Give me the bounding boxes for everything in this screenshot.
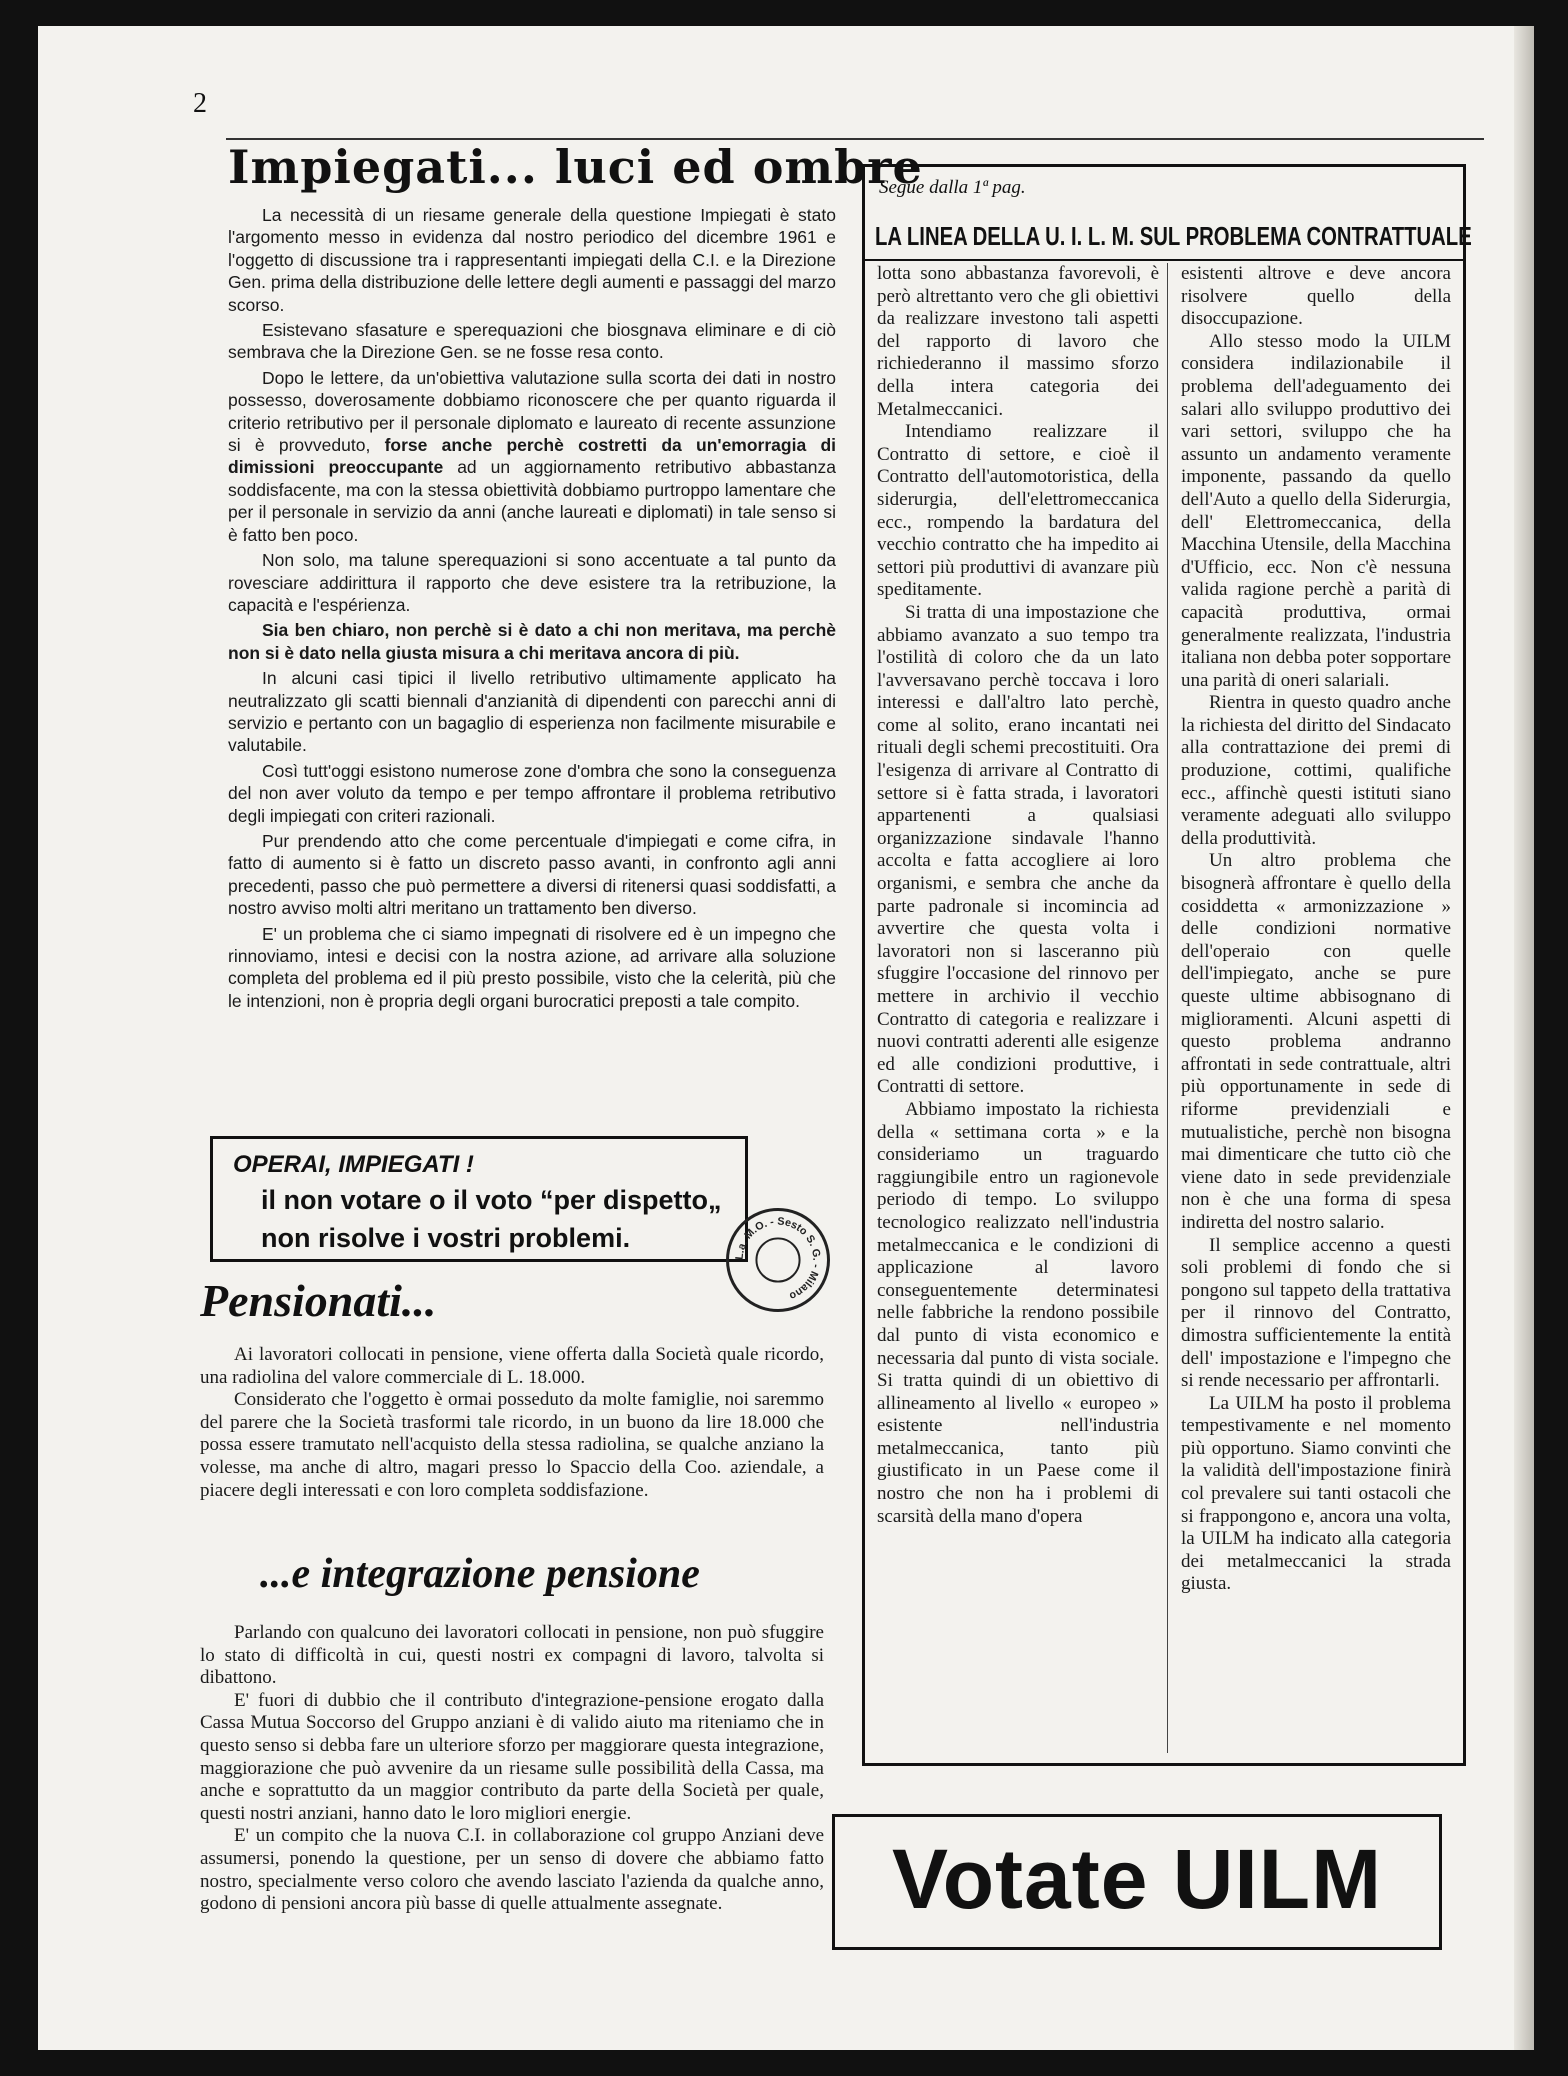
text-run: ad un aggiornamento retributivo abbastanza soddisfacente, ma con la stessa obiettività dobbiamo purtroppo lamentare che per il personale in servizio da anni (anche laureati e diplomati) in tale senso si è fatto ben poco. xyxy=(228,457,836,545)
paragraph: La UILM ha posto il problema tempestivamente e nel momento più opportuno. Siamo convinti che la validità dell'impostazione finirà col prevalere sui tanti ostacoli che si frappongono e, ancora una volta, la UILM ha indicato alla categoria dei metalmeccanici la strada giusta. xyxy=(1181,1392,1451,1595)
continued-note: Segue dalla 1ª pag. xyxy=(879,177,1026,198)
paragraph: Parlando con qualcuno dei lavoratori collocati in pensione, non può sfuggire lo stato di difficoltà in cui, questi nostri ex compagni di lavoro, talvolta si dibattono. xyxy=(200,1622,824,1689)
paragraph: Pur prendendo atto che come percentuale d'impiegati e come cifra, in fatto di aumento si è fatto un discreto passo avanti, in confronto agli anni precedenti, passo che può permettere a diversi di ritenersi quasi soddisfatti, a nostro avviso molti altri meritano un trattamento ben diverso. xyxy=(228,830,836,919)
notice-line: il non votare o il voto “per dispetto„ xyxy=(261,1185,722,1215)
paragraph: E' un compito che la nuova C.I. in collaborazione col gruppo Anziani deve assumersi, ponendo la questione, per un senso di dovere che abbiamo fatto nostro, specialmente verso coloro che avendo lasciato l'azienda da qualche anno, godono di pensioni ancora più basse di quelle attualmente assegnate. xyxy=(200,1825,824,1915)
linea-uilm-box xyxy=(862,164,1472,1766)
newspaper-page xyxy=(38,26,1534,2050)
paragraph: Un altro problema che bisognerà affrontare è quello della cosiddetta « armonizzazione » delle condizioni normative dell'operaio con quelle dell'impiegato, anche se pure queste ultime abbisognano di miglioramenti. Alcuni aspetti di questo problema andranno affrontati in sede contrattuale, altri più opportunamente in sede di riforme previdenziali e mutualistiche, perchè non bisogna mai dimenticare che tutto ciò che viene dato in sede previdenziale non è che una forma di spesa indiretta del nostro salario. xyxy=(1181,850,1451,1233)
paragraph: Intendiamo realizzare il Contratto di settore, e cioè il Contratto dell'automotoristica, della siderurgia, dell'elettromeccanica ecc., rompendo la bardatura del vecchio contratto che ha impedito ai settori più produttivi di avanzare più speditamente. xyxy=(877,421,1159,601)
vote-slogan: Votate UILM xyxy=(891,1832,1383,1926)
impiegati-headline: Impiegati... luci ed ombre xyxy=(228,140,923,194)
paragraph: Allo stesso modo la UILM considera indilazionabile il problema dell'adeguamento dei salari allo sviluppo produttivo dei vari settori, sviluppo che ha assunto un andamento veramente imponente, passando da quello dell'Auto a quello della Siderurgia, dell' Elettromeccanica, della Macchina Utensile, della Macchina d'Ufficio, ecc. Non c'è nessuna valida ragione perchè a parità di capacità produttiva, ormai generalmente realizzata, l'industria italiana non debba poter sopportare una parità di oneri salariali. xyxy=(1181,330,1451,691)
paragraph xyxy=(228,367,836,546)
notice-heading: OPERAI, IMPIEGATI ! xyxy=(233,1151,474,1178)
paragraph: In alcuni casi tipici il livello retributivo ultimamente applicato ha neutralizzato gli scatti biennali d'anzianità di dipendenti con parecchi anni di servizio e pertanto con un bagaglio di esperienza non facilmente misurabile e valutabile. xyxy=(228,668,836,756)
paragraph: lotta sono abbastanza favorevoli, è però altrettanto vero che gli obiettivi da realizzare investono tali aspetti del rapporto di lavoro che richiederanno il massimo sforzo della intera categoria dei Metalmeccanici. xyxy=(877,263,1159,420)
text-run: Dopo le lettere, da un'obiettiva valutazione sulla scorta dei dati in nostro possesso, doverosamente dobbiamo riconoscere che per quanto riguarda il criterio retributivo per il personale diplomato e laureato di recente assunzione si è provveduto, xyxy=(228,367,836,456)
paragraph: esistenti altrove e deve ancora risolvere quello della disoccupazione. xyxy=(1181,263,1451,330)
paragraph: Così tutt'oggi esistono numerose zone d'ombra che sono la conseguenza del non aver voluto da tempo e per tempo affrontare il problema retributivo degli impiegati con criteri razionali. xyxy=(228,760,836,826)
paragraph: La necessità di un riesame generale della questione Impiegati è stato l'argomento messo in evidenza dal nostro periodico del dicembre 1961 e l'oggetto di discussione tra i rappresentanti impiegati della C.I. e la Direzione Gen. prima della distribuzione delle lettere degli aumenti e passaggi del marzo scorso. xyxy=(228,205,836,315)
vote-uilm-box xyxy=(832,1814,1442,1950)
integrazione-article xyxy=(200,1622,824,1916)
paragraph: Il semplice accenno a questi soli problemi di fondo che si pongono sul tappeto della trattativa per il rinnovo del Contratto, dimostra sufficientemente la entità dell' impostazione e l'impegno che si rende necessario per affrontarli. xyxy=(1181,1234,1451,1392)
notice-line: non risolve i vostri problemi. xyxy=(261,1223,631,1253)
paragraph: Ai lavoratori collocati in pensione, viene offerta dalla Società quale ricordo, una radiolina del valore commerciale di L. 18.000. xyxy=(200,1344,824,1388)
pensionati-headline: Pensionati... xyxy=(200,1275,437,1326)
stamp-text: L.a. M.O. - Sesto S. G. - Milano xyxy=(733,1215,823,1303)
linea-column-right xyxy=(1181,263,1451,1596)
paper-edge-shadow xyxy=(1514,26,1534,2050)
paragraph: Non solo, ma talune sperequazioni si sono accentuate a tal punto da rovesciare addirittura il rapporto che deve esistere tra la retribuzione, la capacità e l'espérienza. xyxy=(228,550,836,615)
bold-run: forse anche perchè costretti da un'emorragia di dimissioni preoccupante xyxy=(228,435,836,478)
archive-stamp xyxy=(726,1208,830,1312)
page-number: 2 xyxy=(193,88,207,119)
column-divider xyxy=(1167,263,1168,1753)
headline-rule xyxy=(865,259,1463,261)
operai-notice-box xyxy=(210,1136,748,1262)
pensionati-article xyxy=(200,1344,824,1502)
paragraph: Esistevano sfasature e sperequazioni che biosgnava eliminare e di ciò sembrava che la Direzione Gen. se ne fosse resa conto. xyxy=(228,320,836,363)
linea-column-left xyxy=(877,263,1159,1528)
paragraph: E' un problema che ci siamo impegnati di risolvere ed è un impegno che rinnoviamo, intesi e decisi con la nostra azione, ad arrivare alla soluzione completa del problema ed il più presto possibile, visto che la celerità, più che le intenzioni, non è propria degli organi burocratici preposti a tale compito. xyxy=(228,923,836,1011)
svg-text:L.a. M.O. - Sesto S. G. - Mila xyxy=(734,1216,823,1303)
paragraph: E' fuori di dubbio che il contributo d'integrazione-pensione erogato dalla Cassa Mutua Soccorso del Gruppo anziani è di valido aiuto ma riteniamo che in questo senso si debba fare un ulteriore sforzo per maggiorare questa integrazione, maggiorazione che può avvenire da un riesame sulle possibilità della Cassa, ma anche e soprattutto da un maggior contributo da parte della Società per quale, questi nostri anziani, hanno dato le loro migliori energie. xyxy=(200,1689,824,1824)
paragraph: Si tratta di una impostazione che abbiamo avanzato a suo tempo tra l'ostilità di coloro che da un lato l'avversavano perchè toccava i loro interessi e dall'altro lato perchè, come al solito, erano incantati nei rituali degli schemi precostituiti. Ora l'esigenza di arrivare al Contratto di settore si è fatta strada, i lavoratori appartenenti a qualsiasi organizzazione sindavale l'hanno accolta e fatta accogliere ai loro organismi, e sembra che anche da parte padronale si incomincia ad avvertire che questa volta i lavoratori non si lasceranno più sfuggire l'occasione del rinnovo per mettere in archivio il vecchio Contratto di categoria e realizzare i nuovi contratti aderenti alle esigenze ed alle condizioni produttive, i Contratti di settore. xyxy=(877,601,1159,1098)
linea-headline: LA LINEA DELLA U. I. L. M. SUL PROBLEMA CONTRATTUALE xyxy=(875,221,1472,251)
integrazione-headline: ...e integrazione pensione xyxy=(260,1551,700,1597)
paragraph: Considerato che l'oggetto è ormai posseduto da molte famiglie, noi saremmo del parere che la Società trasformi tale ricordo, in un buono da lire 18.000 che possa essere tramutato nell'acquisto della stessa radiolina, se qualche anziano la volesse, ma anche di altro, magari presso lo Spaccio della Coo. aziendale, a piacere degli interessati e con loro completa soddisfazione. xyxy=(200,1389,824,1501)
paragraph: Abbiamo impostato la richiesta della « settimana corta » e la consideriamo un traguardo raggiungibile entro un ragionevole periodo di tempo. Lo sviluppo tecnologico realizzato nell'industria metalmeccanica e le condizioni di applicazione al lavoro conseguentemente determinatesi nelle fabbriche la rendono possibile dal punto di vista economico e necessaria dal punto di vista sociale. Si tratta quindi di un obiettivo di allineamento al livello « europeo » esistente nell'industria metalmeccanica, tanto più giustificato in un Paese come il nostro che non ha i problemi di scarsità della mano d'opera xyxy=(877,1098,1159,1527)
impiegati-article xyxy=(228,204,836,1015)
stamp-graphic xyxy=(729,1211,827,1309)
paragraph: Rientra in questo quadro anche la richiesta del diritto del Sindacato alla contrattazione dei premi di produzione, cottimi, qualifiche ecc., affinchè questi istituti siano veramente adeguati allo sviluppo della produttività. xyxy=(1181,692,1451,849)
bold-paragraph: Sia ben chiaro, non perchè si è dato a chi non meritava, ma perchè non si è dato nella giusta misura a chi meritava ancora di più. xyxy=(228,620,836,663)
